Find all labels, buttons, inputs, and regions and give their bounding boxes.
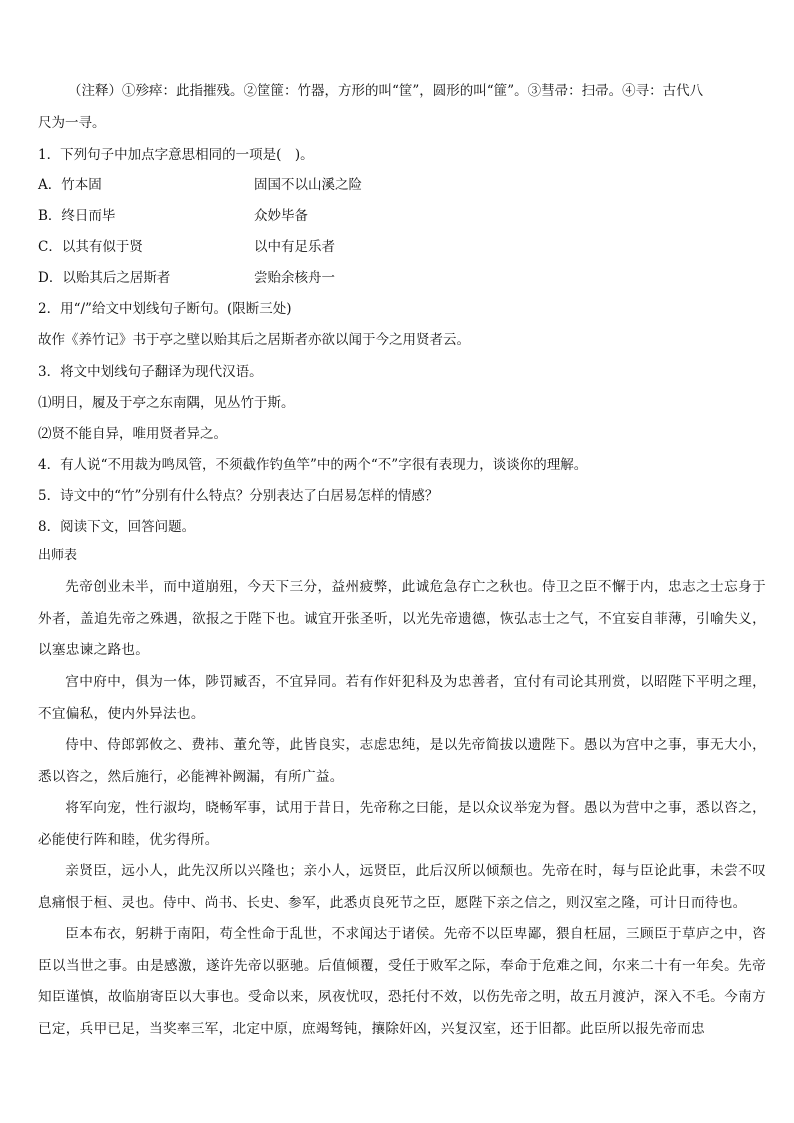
question-5-stem: 5．诗文中的“竹”分别有什么特点？分别表达了白居易怎样的情感？: [38, 488, 439, 504]
question-3-item-2: ⑵贤不能自异，唯用贤者异之。: [38, 426, 227, 442]
question-3-item-1: ⑴明日，履及于亭之东南隅，见丛竹于斯。: [38, 395, 295, 411]
question-2-stem: 2．用“/”给文中划线句子断句。(限断三处): [38, 301, 292, 317]
option-b-right: 众妙毕备: [254, 208, 308, 224]
essay-paragraph-4: 将军向宠，性行淑均，晓畅军事，试用于昔日，先帝称之曰能，是以众议举宠为督。愚以为营中之事，悉以咨之，必能使行阵和睦，优劣得所。: [38, 800, 766, 848]
option-b-left: B．终日而毕: [38, 208, 116, 224]
option-d: [38, 268, 764, 288]
option-a-left: A．竹本固: [38, 177, 102, 193]
option-d-right: 尝贻余核舟一: [254, 270, 335, 286]
option-c: [38, 237, 764, 257]
option-c-right: 以中有足乐者: [254, 239, 335, 255]
essay-paragraph-5: 亲贤臣，远小人，此先汉所以兴隆也；亲小人，远贤臣，此后汉所以倾颓也。先帝在时，每与臣论此事，未尝不叹息痛恨于桓、灵也。侍中、尚书、长史、参军，此悉贞良死节之臣，愿陛下亲之信之，则汉室之隆，可计日而待也。: [38, 863, 766, 911]
question-4-stem: 4．有人说“不用裁为鸣凤管，不须截作钓鱼竿”中的两个“不”字很有表现力，谈谈你的理解。: [38, 457, 588, 473]
question-8-stem: 8．阅读下文，回答问题。: [38, 519, 196, 535]
annotation-line-1: （注释）①殄瘁：此指摧残。②筐篚：竹器，方形的叫“筐”，圆形的叫“篚”。③彗帚：扫帚。④寻：古代八: [68, 83, 704, 99]
essay-paragraph-3: 侍中、侍郎郭攸之、费祎、董允等，此皆良实，志虑忠纯，是以先帝简拔以遗陛下。愚以为宫中之事，事无大小，悉以咨之，然后施行，必能裨补阙漏，有所广益。: [38, 737, 766, 785]
question-1-stem: 1．下列句子中加点字意思相同的一项是( )。: [38, 147, 314, 163]
option-a: [38, 175, 764, 195]
question-2-text: 故作《养竹记》书于亭之壁以贻其后之居斯者亦欲以闻于今之用贤者云。: [38, 332, 470, 348]
option-c-left: C．以其有似于贤: [38, 239, 143, 255]
option-b: [38, 206, 764, 226]
option-d-left: D．以贻其后之居斯者: [38, 270, 171, 286]
essay-paragraph-2: 宫中府中，俱为一体，陟罚臧否，不宜异同。若有作奸犯科及为忠善者，宜付有司论其刑赏，以昭陛下平明之理，不宜偏私，使内外异法也。: [38, 674, 766, 722]
option-a-right: 固国不以山溪之险: [254, 177, 362, 193]
essay-paragraph-1: 先帝创业未半，而中道崩殂，今天下三分，益州疲弊，此诚危急存亡之秋也。侍卫之臣不懈于内，忠志之士忘身于外者，盖追先帝之殊遇，欲报之于陛下也。诚宜开张圣听，以光先帝遗德，恢弘志士之气，不宜妄自菲薄，引喻失义，以塞忠谏之路也。: [38, 579, 766, 658]
annotation-line-2: 尺为一寻。: [38, 115, 106, 131]
essay-paragraph-6: 臣本布衣，躬耕于南阳，苟全性命于乱世，不求闻达于诸侯。先帝不以臣卑鄙，猥自枉屈，三顾臣于草庐之中，咨臣以当世之事。由是感激，遂许先帝以驱驰。后值倾覆，受任于败军之际，奉命于危难之间，尔来二十有一年矣。先帝知臣谨慎，故临崩寄臣以大事也。受命以来，夙夜忧叹，恐托付不效，以伤先帝之明，故五月渡泸，深入不毛。今南方已定，兵甲已足，当奖率三军，北定中原，庶竭驽钝，攘除奸凶，兴复汉室，还于旧都。此臣所以报先帝而忠: [38, 926, 766, 1037]
question-3-stem: 3．将文中划线句子翻译为现代汉语。: [38, 364, 263, 380]
essay-title: 出师表: [38, 548, 78, 563]
